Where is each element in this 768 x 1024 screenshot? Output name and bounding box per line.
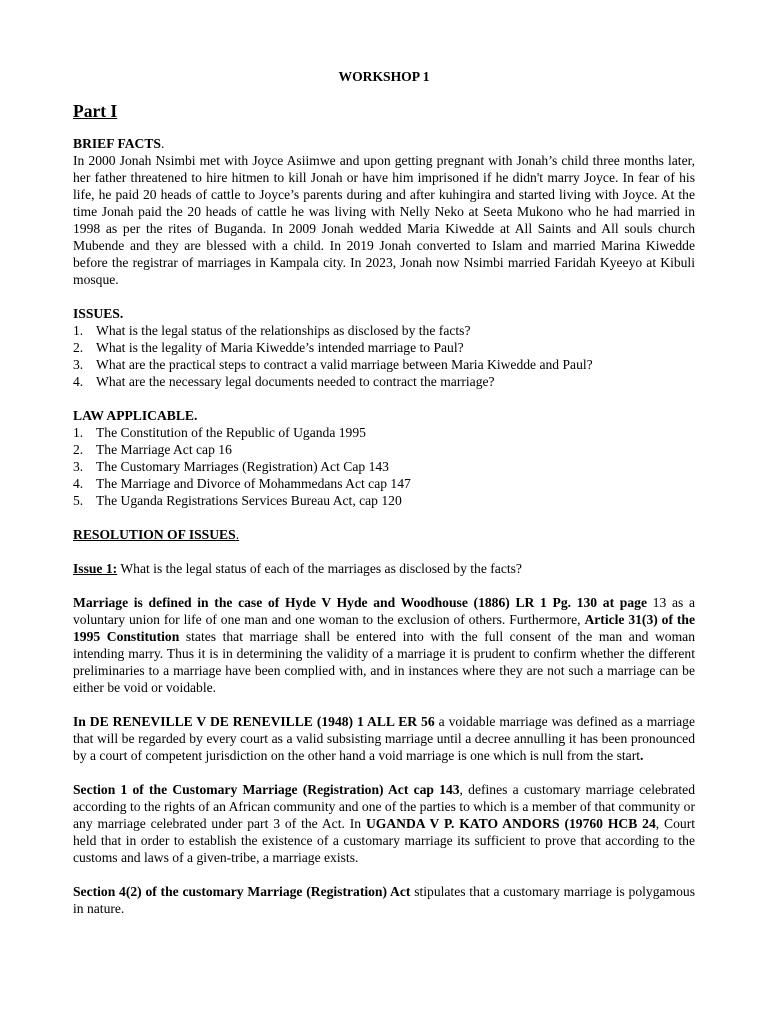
brief-facts-heading (73, 135, 695, 152)
issue-1-statement (73, 560, 695, 577)
brief-facts-heading-period: . (161, 136, 165, 151)
issues-list (73, 322, 695, 390)
issue-1-label: Issue 1: (73, 561, 118, 576)
resolution-heading-period: . (235, 527, 240, 542)
list-item (73, 475, 695, 492)
case-citation-de-reneville: In DE RENEVILLE V DE RENEVILLE (1948) 1 ALL ER 56 (73, 714, 435, 729)
law-applicable-heading: LAW APPLICABLE. (73, 408, 198, 423)
list-item (73, 356, 695, 373)
paragraph-text: , Court held that in order to establish the existence of a customary marriage its sufficient to prove that according to the customs and laws of a given-tribe, a marriage exists. (73, 816, 696, 865)
list-item-text: The Uganda Registrations Services Bureau Act, cap 120 (96, 493, 402, 508)
list-item-text: The Marriage Act cap 16 (96, 442, 232, 457)
list-item-number: 2. (73, 340, 84, 355)
list-item-text: What are the practical steps to contract a valid marriage between Maria Kiwedde and Paul? (96, 357, 593, 372)
paragraph-polygamous (73, 883, 695, 917)
paragraph-text: 13 as a voluntary union for life of one man and one woman to the exclusion of others. Furthermore, (73, 595, 695, 627)
issues-heading: ISSUES. (73, 306, 124, 321)
issue-1-text: What is the legal status of each of the marriages as disclosed by the facts? (117, 561, 522, 576)
list-item-text: What is the legal status of the relationships as disclosed by the facts? (96, 323, 471, 338)
paragraph-text: states that marriage shall be entered into with the full consent of the man and woman intending marry. Thus it is in determining the validity of a marriage it is prudent to confirm whether the different preliminaries to a marriage have been complied with, and in instances where they are not such a marriage can be either be void or voidable. (73, 629, 695, 695)
paragraph-customary-marriage (73, 781, 695, 866)
resolution-heading-text: RESOLUTION OF ISSUES (73, 527, 236, 542)
resolution-heading (73, 526, 695, 543)
paragraph-marriage-definition (73, 594, 695, 696)
citation-section-4-2: Section 4(2) of the customary Marriage (Registration) Act (73, 884, 411, 899)
list-item-number: 2. (73, 442, 84, 457)
list-item (73, 424, 695, 441)
law-list (73, 424, 695, 509)
brief-facts-text: In 2000 Jonah Nsimbi met with Joyce Asiimwe and upon getting pregnant with Jonah’s child three months later, her father threatened to hire hitmen to kill Jonah or have him imprisoned if he didn't marry Joyce. In fear of his life, he paid 20 heads of cattle to Joyce’s parents during and after kuhingira and started living with Joyce. At the time Jonah paid the 20 heads of cattle he was living with Nelly Neko at Seeta Mukono who he had married in 1998 as per the rites of Buganda. In 2009 Jonah wedded Maria Kiwedde at All Saints and All souls church Mubende and they are blessed with a child. In 2019 Jonah converted to Islam and married Marina Kiwedde before the registrar of marriages in Kampala city. In 2023, Jonah now Nsimbi married Faridah Kyeeyo at Kibuli mosque. (73, 153, 695, 287)
list-item-number: 4. (73, 476, 84, 491)
list-item (73, 492, 695, 509)
list-item-text: The Marriage and Divorce of Mohammedans Act cap 147 (96, 476, 411, 491)
list-item-text: What is the legality of Maria Kiwedde’s intended marriage to Paul? (96, 340, 464, 355)
paragraph-text: stipulates that a customary marriage is polygamous in nature. (73, 884, 695, 916)
list-item-text: The Constitution of the Republic of Uganda 1995 (96, 425, 366, 440)
list-item-number: 3. (73, 459, 84, 474)
brief-facts-heading-text: BRIEF FACTS (73, 136, 161, 151)
list-item-number: 3. (73, 357, 84, 372)
paragraph-end-period: . (640, 748, 644, 763)
list-item (73, 373, 695, 390)
list-item (73, 458, 695, 475)
paragraph-text: a voidable marriage was defined as a marriage that will be regarded by every court as a valid subsisting marriage until a decree annulling it has been pronounced by a court of competent jurisdiction on the other hand a void marriage is one which is null from the start (73, 714, 695, 763)
citation-article-31: Article 31(3) of the 1995 Constitution (73, 612, 695, 644)
paragraph-text: , defines a customary marriage celebrated according to the rights of an African community and one of the parties to which is a member of that community or any marriage celebrated under part 3 of the Act. In (73, 782, 695, 831)
list-item-text: The Customary Marriages (Registration) Act Cap 143 (96, 459, 389, 474)
citation-section-1: Section 1 of the Customary Marriage (Registration) Act cap 143 (73, 782, 460, 797)
list-item (73, 441, 695, 458)
list-item (73, 339, 695, 356)
paragraph-voidable-marriage (73, 713, 695, 764)
list-item-number: 4. (73, 374, 84, 389)
list-item-number: 5. (73, 493, 84, 508)
document-page (73, 68, 695, 917)
list-item-number: 1. (73, 425, 84, 440)
part-heading: Part I (73, 101, 118, 121)
list-item (73, 322, 695, 339)
list-item-number: 1. (73, 323, 84, 338)
list-item-text: What are the necessary legal documents needed to contract the marriage? (96, 374, 495, 389)
document-title: WORKSHOP 1 (338, 69, 430, 84)
case-citation-hyde: Marriage is defined in the case of Hyde V Hyde and Woodhouse (1886) LR 1 Pg. 130 at page (73, 595, 647, 610)
case-citation-kato: UGANDA V P. KATO ANDORS (19760 HCB 24 (365, 816, 656, 831)
